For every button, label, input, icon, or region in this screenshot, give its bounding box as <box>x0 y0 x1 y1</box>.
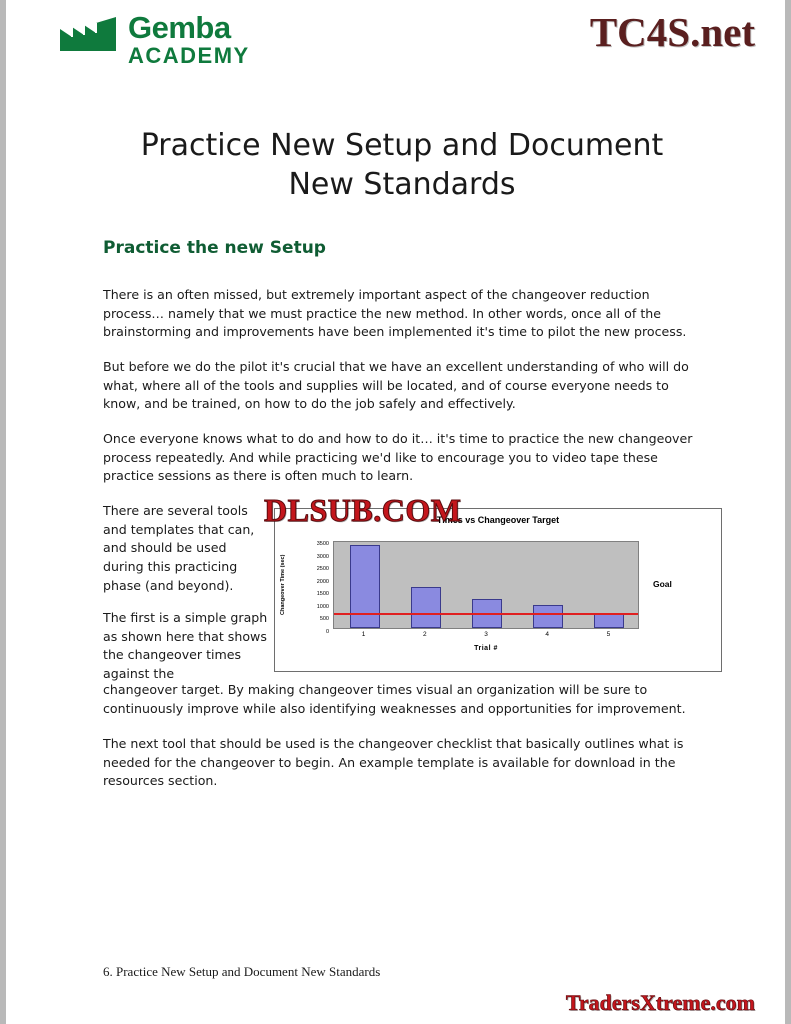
paragraph-4: There are several tools and templates that can, and should be used during this practicing phase (and beyond). <box>103 503 255 593</box>
paragraph-3: Once everyone knows what to do and how to do it… it's time to practice the new changeover process repeatedly. And while practicing we'd like to encourage you to video tape these practice sessions as there is often much to learn. <box>103 431 693 484</box>
page-title-line2: New Standards <box>288 167 516 202</box>
chart-x-tick: 3 <box>484 631 488 638</box>
logo-text <box>128 12 250 67</box>
chart-y-tick: 2000 <box>316 578 329 585</box>
factory-icon <box>58 15 120 53</box>
chart-bar <box>594 614 624 628</box>
chart-y-tick: 3000 <box>316 553 329 560</box>
chart-bar <box>533 605 563 628</box>
site-stamp: TC4S.net <box>589 9 755 55</box>
chart-title: Times vs Changeover Target <box>436 515 560 525</box>
watermark-center: DLSUB.COM <box>264 492 462 528</box>
logo-sub-name: ACADEMY <box>128 43 250 68</box>
chart-x-tick: 5 <box>606 631 611 638</box>
logo-company-name: Gemba <box>128 10 231 45</box>
chart-x-tick: 2 <box>422 631 427 638</box>
paragraph-7: The next tool that should be used is the changeover checklist that basically outlines what is needed for the changeover to begin. An example template is available for download in the resources section. <box>103 736 684 789</box>
chart-bar <box>411 587 441 628</box>
page-title <box>66 126 738 204</box>
changeover-chart <box>274 508 722 672</box>
paragraph-1: There is an often missed, but extremely important aspect of the changeover reduction process… namely that we must practice the new method. In other words, once all of the brainstorming and improvements have been implemented it's time to pilot the new process. <box>103 287 687 340</box>
chart-x-tick: 4 <box>545 631 549 638</box>
chart-y-tick: 0 <box>325 629 329 635</box>
chart-x-axis-label: Trial # <box>474 645 498 652</box>
chart-x-tick: 1 <box>361 631 366 638</box>
chart-y-ticks <box>293 539 331 635</box>
chart-x-ticks <box>333 631 639 643</box>
chart-goal-legend: Goal <box>653 579 672 589</box>
gemba-academy-logo <box>58 12 250 67</box>
paragraph-5: The first is a simple graph as shown here that shows the changeover times against the <box>103 610 268 681</box>
chart-plot-area <box>333 541 639 629</box>
chart-y-tick: 1000 <box>316 603 329 610</box>
chart-goal-line <box>334 613 638 615</box>
page-title-line1: Practice New Setup and Document <box>140 128 664 163</box>
chart-bar <box>350 545 380 628</box>
chart-y-tick: 2500 <box>316 566 329 573</box>
paragraph-6: changeover target. By making changeover times visual an organization will be sure to continuously improve while also identifying weaknesses and opportunities for improvement. <box>103 682 686 716</box>
chart-y-tick: 500 <box>319 616 329 623</box>
chart-y-axis-label: Changeover Time (sec) <box>280 554 286 616</box>
chart-y-tick: 1500 <box>316 591 329 598</box>
paragraph-2: But before we do the pilot it's crucial that we have an excellent understanding of who will do what, where all of the tools and supplies will be located, and of course everyone needs to know, and be trained, on how to do the job safely and effectively. <box>103 359 689 412</box>
chart-y-tick: 3500 <box>316 541 329 547</box>
section-heading: Practice the new Setup <box>103 238 326 258</box>
watermark-bottom-right: TradersXtreme.com <box>565 990 755 1015</box>
page-footer: 6. Practice New Setup and Document New Standards <box>103 964 381 979</box>
